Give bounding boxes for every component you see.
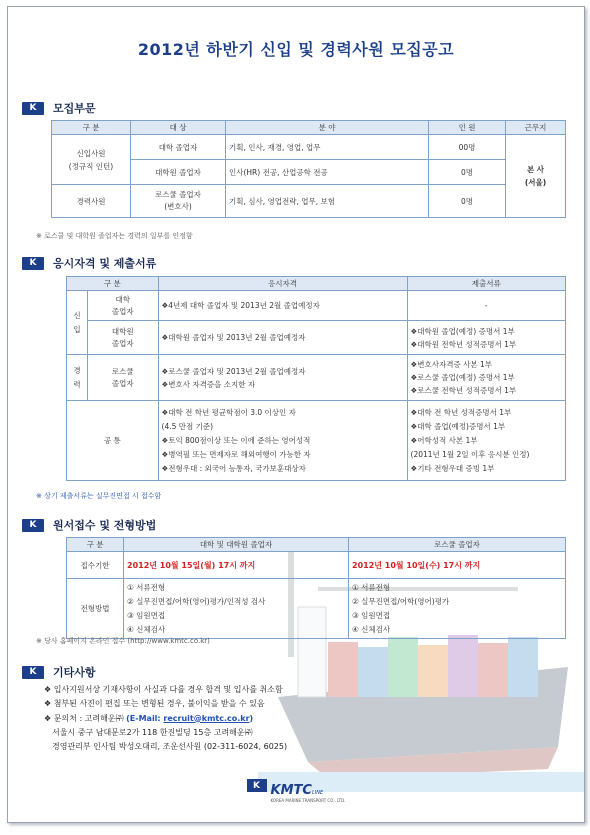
col-header: 구 분	[67, 277, 159, 291]
table-cell: 공 통	[67, 401, 159, 481]
col-header: 분 야	[226, 121, 429, 135]
table-cell: 기획, 심사, 영업전략, 업무, 보험	[226, 185, 429, 218]
table-cell: ① 서류전형 ② 실무진면접/어학(영어)평가 ③ 임원면접 ④ 신체검사	[349, 579, 566, 639]
apply-note: ※ 당사 홈페이지 온라인 접수 (http://www.kmtc.co.kr)	[36, 637, 210, 645]
section-title: 기타사항	[53, 666, 96, 679]
col-header: 대 상	[131, 121, 226, 135]
email-label: (E-Mail:	[126, 713, 164, 723]
table-cell: 인사(HR) 전공, 산업공학 전공	[226, 160, 429, 185]
table-cell: ❖대학 전 학년 평균학점이 3.0 이상인 자 (4.5 만점 기준) ❖토익 800점이상 또는 이에 준하는 영어성적 ❖병역필 또는 면제자로 해외여행이 가능한 자 ❖전형우대 : 외국어 능통자, 국가보훈대상자	[158, 401, 407, 481]
table-cell: 대학 졸업자	[88, 291, 159, 321]
table-cell: 경력사원	[52, 185, 131, 218]
qualify-note: ※ 상기 제출서류는 실무진면접 시 접수함	[36, 492, 162, 500]
section-heading-qualify	[22, 255, 156, 271]
deadline-text: 2012년 10월 10일(수) 17시 까지	[352, 560, 481, 570]
col-header: 인 원	[429, 121, 506, 135]
recruit-note: ※ 로스쿨 및 대학원 졸업자는 경력의 일부를 인정함	[36, 232, 193, 240]
section-title: 응시자격 및 제출서류	[53, 257, 157, 270]
table-cell: 00명	[429, 135, 506, 160]
k-logo-icon: K	[247, 779, 267, 792]
deadline-university	[124, 552, 349, 579]
contact-prefix: ❖ 문의처 : 고려해운㈜	[44, 713, 127, 723]
email-link[interactable]	[163, 714, 249, 723]
etc-list	[44, 683, 287, 754]
etc-item: ❖ 입사지원서상 기재사항이 사실과 다를 경우 합격 및 입사를 취소함	[44, 685, 283, 694]
email-close: )	[249, 713, 254, 723]
recruit-table	[51, 120, 566, 218]
table-cell: ❖대학 전 학년 성적증명서 1부 ❖대학 졸업(예정)증명서 1부 ❖어학성적 사본 1부 (2011년 1월 2일 이후 응시분 인정) ❖기타 전형우대 증빙 1부	[407, 401, 565, 481]
qualify-table	[66, 276, 566, 481]
col-header: 근무지	[506, 121, 566, 135]
k-logo-icon: K	[22, 257, 44, 270]
table-cell: 0명	[429, 185, 506, 218]
deadline-text: 2012년 10월 15일(월) 17시 까지	[127, 560, 256, 570]
table-cell: ❖4년제 대학 졸업자 및 2013년 2월 졸업예정자	[158, 291, 407, 321]
col-header: 구 분	[52, 121, 131, 135]
table-cell: 로스쿨 졸업자 (변호사)	[131, 185, 226, 218]
table-cell: ❖로스쿨 졸업자 및 2013년 2월 졸업예정자 ❖변호사 자격증을 소지한 자	[158, 355, 407, 401]
logo-subtitle: KOREA MARINE TRANSPORT CO., LTD.	[270, 798, 346, 803]
email-address[interactable]: recruit@kmtc.co.kr	[163, 713, 250, 723]
table-cell: 대학원 졸업자	[88, 321, 159, 355]
table-cell: ① 서류전형 ② 실무진면접/어학(영어)평가/인적성 검사 ③ 임원면접 ④ 신체검사	[124, 579, 349, 639]
table-cell: ❖변호사자격증 사본 1부 ❖로스쿨 졸업(예정) 증명서 1부 ❖로스쿨 전학년 성적증명서 1부	[407, 355, 565, 401]
table-cell: 신 입	[67, 291, 88, 355]
table-cell: 0명	[429, 160, 506, 185]
page-title: 2012년 하반기 신입 및 경력사원 모집공고	[137, 40, 455, 59]
table-cell: 접수기한	[67, 552, 124, 579]
k-logo-icon: K	[22, 666, 44, 679]
apply-table	[66, 537, 566, 639]
col-header: 응시자격	[158, 277, 407, 291]
section-heading-apply	[22, 517, 156, 533]
table-cell: ❖대학원 졸업(예정) 증명서 1부 ❖대학원 전학년 성적증명서 1부	[407, 321, 565, 355]
deadline-lawschool	[349, 552, 566, 579]
section-heading-recruit	[22, 100, 96, 116]
etc-item: ❖ 첨부된 사진이 편집 또는 변형된 경우, 불이익을 받을 수 있음	[44, 699, 265, 709]
logo-name: KMTC	[270, 783, 312, 798]
section-title: 원서접수 및 전형방법	[53, 519, 157, 532]
table-cell: ❖대학원 졸업자 및 2013년 2월 졸업예정자	[158, 321, 407, 355]
k-logo-icon: K	[22, 102, 44, 115]
col-header: 대학 및 대학원 졸업자	[124, 538, 349, 552]
k-logo-icon: K	[22, 519, 44, 532]
logo-suffix: LINE	[311, 790, 324, 796]
table-cell: 본 사 (서울)	[506, 135, 566, 218]
table-cell: 기획, 인사, 재경, 영업, 업무	[226, 135, 429, 160]
section-title: 모집부문	[53, 102, 96, 115]
section-heading-etc	[22, 664, 96, 680]
table-cell: 경 력	[67, 355, 88, 401]
recruitment-notice	[7, 6, 585, 823]
col-header: 로스쿨 졸업자	[349, 538, 566, 552]
col-header: 제출서류	[407, 277, 565, 291]
department-contact: 경영관리부 인사팀 박성오대리, 조운선사원 (02-311-6024, 6025)	[52, 742, 288, 752]
address: 서울시 중구 남대문로2가 118 한진빌딩 15층 고려해운㈜	[52, 727, 253, 737]
table-cell: 대학원 졸업자	[131, 160, 226, 185]
table-cell: 전형방법	[67, 579, 124, 639]
table-cell: 신입사원 (정규직 인턴)	[52, 135, 131, 185]
col-header: 구 분	[67, 538, 124, 552]
etc-contact	[44, 712, 287, 726]
table-cell: 대학 졸업자	[131, 135, 226, 160]
table-cell: 로스쿨 졸업자	[88, 355, 159, 401]
kmtc-logo	[8, 779, 584, 803]
table-cell: -	[407, 291, 565, 321]
